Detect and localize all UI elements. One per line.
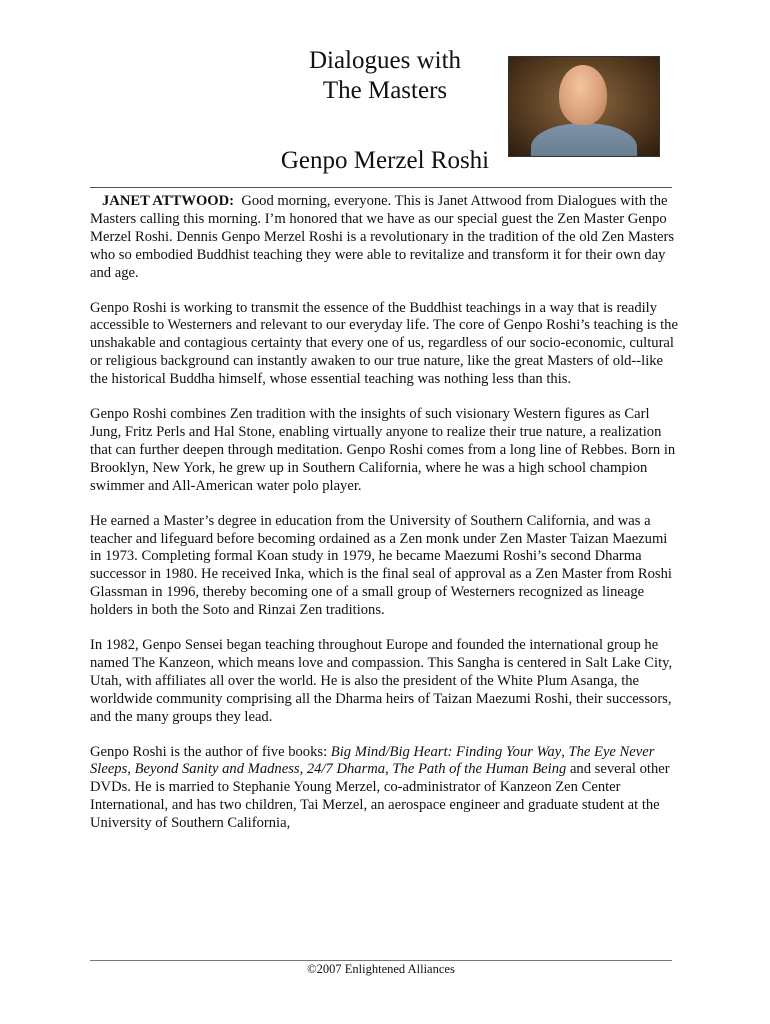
books-lead: Genpo Roshi is the author of five books: — [90, 743, 331, 760]
speaker-label: JANET ATTWOOD: — [102, 193, 235, 209]
book-title-1: Big Mind/Big Heart: Finding Your Way — [330, 743, 562, 760]
copyright-footer: ©2007 Enlightened Alliances — [307, 962, 455, 976]
header-divider — [90, 187, 672, 188]
portrait-shoulders — [531, 123, 637, 157]
title-line-2: The Masters — [322, 77, 448, 104]
books-sep-4: , — [385, 761, 393, 778]
book-title-2: The Eye Never Sleeps — [90, 743, 655, 778]
transcript-body — [90, 193, 682, 850]
books-sep-1: , — [561, 743, 569, 760]
speaker-portrait — [508, 56, 660, 157]
book-title-4: 24/7 Dharma — [306, 761, 386, 778]
books-sep-2: , — [127, 761, 135, 778]
books-tail: and several other DVDs. He is married to Stephanie Young Merzel, co-administrator of Kanzeon Zen Center International, and has two children, Tai Merzel, an aerospace engineer and graduate student at the University of Southern California, — [90, 761, 670, 832]
title-line-1: Dialogues with — [308, 47, 462, 74]
bio-paragraph-4: In 1982, Genpo Sensei began teaching throughout Europe and founded the international group he named The Kanzeon, which means love and compassion. This Sangha is centered in Salt Lake City, Utah, with affiliates all over the world. He is also the president of the White Plum Asanga, the worldwide community comprising all the Dharma heirs of Taizan Maezumi Roshi, their successors, and the many groups they lead. — [90, 637, 673, 725]
speaker-name-heading: Genpo Merzel Roshi — [280, 147, 490, 174]
intro-paragraph — [90, 193, 682, 283]
footer-divider — [90, 960, 672, 961]
portrait-head — [559, 65, 607, 125]
intro-text: Good morning, everyone. This is Janet Attwood from Dialogues with the Masters calling this morning. I’m honored that we have as our special guest the Zen Master Genpo Merzel Roshi. Dennis Genpo Merzel Roshi is a revolutionary in the tradition of the old Zen Masters who so embodied Buddhist teaching they were able to revitalize and transform it for their own day and age. — [90, 193, 675, 281]
book-title-5: The Path of the Human Being — [392, 761, 567, 778]
books-sep-3: , — [299, 761, 307, 778]
document-title — [240, 46, 530, 106]
book-title-3: Beyond Sanity and Madness — [134, 761, 300, 778]
bio-paragraph-2: Genpo Roshi combines Zen tradition with the insights of such visionary Western figures as Carl Jung, Fritz Perls and Hal Stone, enabling virtually anyone to realize their true nature, a realization that can further deepen through meditation. Genpo Roshi comes from a long line of Rebbes. Born in Brooklyn, New York, he grew up in Southern California, where he was a high school champion swimmer and All-American water polo player. — [90, 406, 676, 494]
bio-paragraph-1: Genpo Roshi is working to transmit the essence of the Buddhist teachings in a way that is readily accessible to Westerners and relevant to our everyday life. The core of Genpo Roshi’s teaching is the unshakable and contagious certainty that every one of us, regardless of our socio-economic, cultural or religious background can instantly awaken to our true nature, like the great Masters of old--like the historical Buddha himself, whose essential teaching was nothing less than this. — [90, 299, 678, 388]
books-paragraph — [90, 744, 682, 834]
bio-paragraph-3: He earned a Master’s degree in education from the University of Southern California, and was a teacher and lifeguard before becoming ordained as a Zen monk under Zen Master Taizan Maezumi in 1973. Completing formal Koan study in 1979, he became Maezumi Roshi’s second Dharma successor in 1980. He received Inka, which is the final seal of approval as a Zen Master from Roshi Glassman in 1996, thereby becoming one of a small group of Westerners recognized as lineage holders in both the Soto and Rinzai Zen traditions. — [90, 512, 672, 619]
